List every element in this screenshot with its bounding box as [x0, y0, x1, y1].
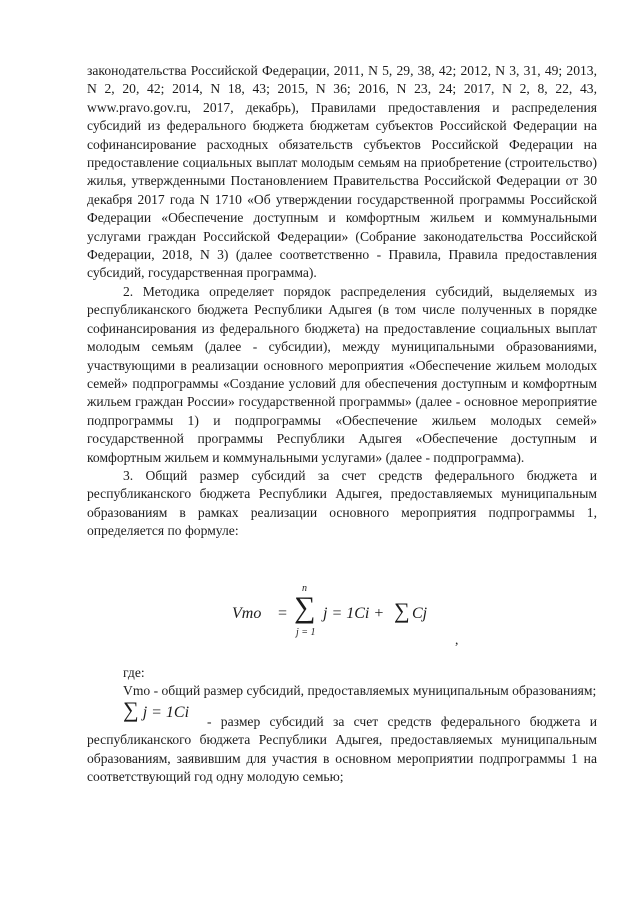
definition-sum-text: - размер субсидий за счет средств федерального бюджета и республиканского бюджета Республики Адыгея, предоставляемых муниципальным образованиям, заявившим для участия в основном мероприятии подпрограммы 1 на соответствующий год одну молодую семью;	[87, 713, 597, 785]
paragraph-3: 3. Общий размер субсидий за счет средств федерального бюджета и республиканского бюджета Республики Адыгея, предоставляемых муниципальным образованиям в рамках реализации основного мероприятия подпрограммы 1, определяется по формуле:	[87, 467, 597, 539]
body-text-bottom	[87, 664, 597, 786]
formula-comma: ,	[455, 632, 459, 647]
body-text-top	[87, 62, 597, 541]
sigma-small-icon: ∑	[394, 598, 410, 623]
sigma-def-icon: ∑	[123, 696, 139, 722]
paragraph-2: 2. Методика определяет порядок распределения субсидий, выделяемых из республиканского бюджета Республики Адыгея (в том числе полученных в порядке софинансирования из федерального бюджета) на предоставление социальных выплат молодым семьям (далее - субсидии), между муниципальными образованиями, участвующими в реализации основного мероприятия «Обеспечение жильем молодых семей» подпрограммы «Создание условий для обеспечения доступным и комфортным жильем граждан России» государственной программы» (далее - основное мероприятие подпрограммы 1) и подпрограммы «Обеспечение жильем молодых семей» государственной программы Республики Адыгея «Обеспечение доступным и комфортным жильем и коммунальными услугами» (далее - подпрограмма).	[87, 283, 597, 465]
formula-term2: Cj	[412, 605, 428, 622]
definition-vmo: Vmo - общий размер субсидий, предоставляемых муниципальным образованиям;	[123, 683, 597, 699]
formula-sum-lower: j = 1	[296, 627, 316, 638]
definition-sum-row	[87, 696, 597, 731]
definition-sum-symbol	[123, 696, 190, 722]
where-label: где:	[123, 665, 145, 680]
formula-term1: j = 1Ci +	[323, 605, 385, 622]
formula-equals: =	[278, 605, 288, 622]
paragraph-intro: законодательства Российской Федерации, 2011, N 5, 29, 38, 42; 2012, N 3, 31, 49; 2013, N 2, 20, 42; 2014, N 18, 43; 2015, N 36; 2016, N 23, 24; 2017, N 2, 8, 22, 43, www.pravo.gov.ru, 2017, декабрь), Правилами предоставления и распределения субсидий из федерального бюджета бюджетам субъектов Российской Федерации на софинансирование расходных обязательств субъектов Российской Федерации на предоставление социальных выплат молодым семьям на приобретение (строительство) жилья, утвержденными Постановлением Правительства Российской Федерации от 30 декабря 2017 года N 1710 «Об утверждении государственной программы Российской Федерации «Обеспечение доступным и комфортным жильем и коммунальными услугами граждан Российской Федерации» (Собрание законодательства Российской Федерации, 2018, N 3) (далее соответственно - Правила, Правила предоставления субсидий, государственная программа).	[87, 63, 597, 281]
sigma-icon: ∑	[294, 591, 316, 624]
formula-lhs: Vmo	[232, 605, 262, 622]
definition-sum-expression: j = 1Ci	[142, 703, 190, 721]
formula-sum-upper: n	[302, 583, 307, 594]
formula	[232, 585, 432, 645]
